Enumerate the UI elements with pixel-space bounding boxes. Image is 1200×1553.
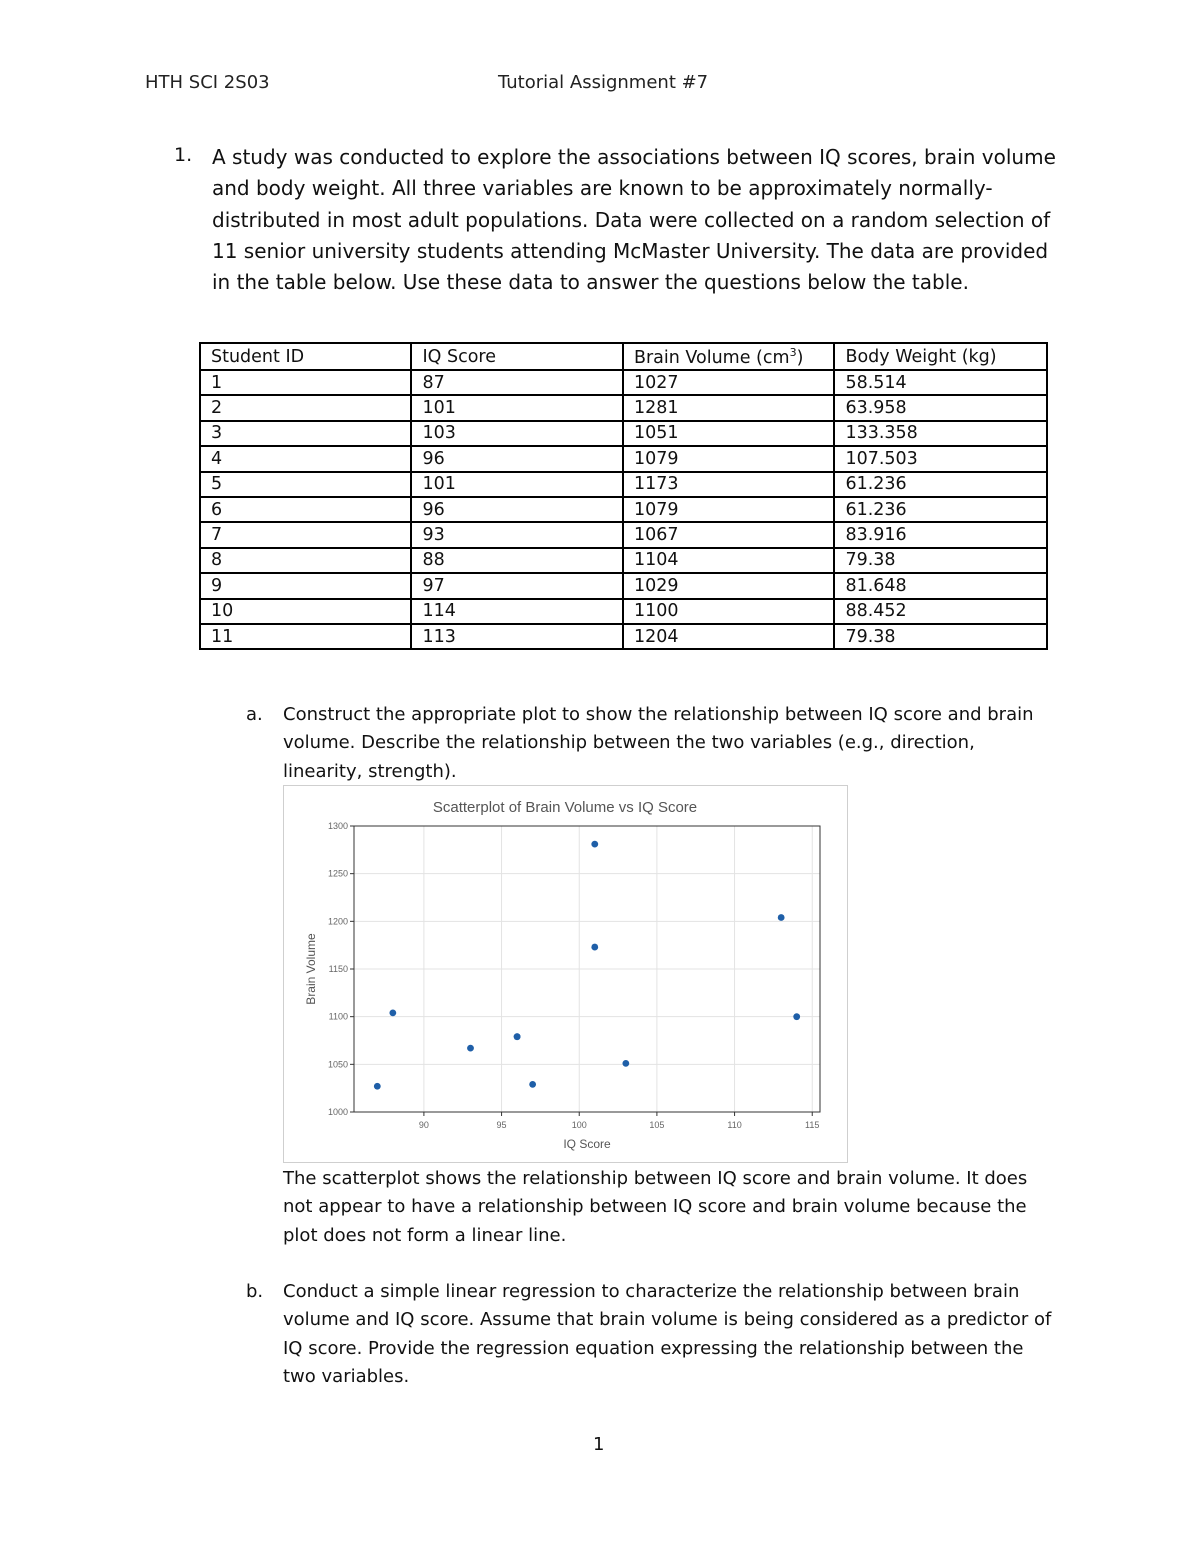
y-tick-label: 1100 (328, 1011, 348, 1022)
table-cell: 81.648 (834, 573, 1047, 598)
table-cell: 63.958 (834, 395, 1047, 420)
y-tick-label: 1300 (327, 821, 348, 831)
data-point (591, 841, 598, 848)
data-point (389, 1009, 396, 1016)
table-cell: 58.514 (834, 370, 1047, 395)
part-b-label: b. (246, 1281, 264, 1302)
scatterplot-svg (284, 786, 847, 1162)
table-row (200, 573, 1047, 598)
data-point (374, 1083, 381, 1090)
table-cell: 97 (411, 573, 622, 598)
table-cell: 107.503 (834, 446, 1047, 471)
table-row (200, 395, 1047, 420)
table-cell: 1204 (623, 624, 834, 649)
table-cell: 133.358 (834, 421, 1047, 446)
table-cell: 11 (200, 624, 411, 649)
header-title: Tutorial Assignment #7 (498, 72, 709, 93)
table-cell: 88 (411, 548, 622, 573)
table-cell: 113 (411, 624, 622, 649)
scatterplot (283, 785, 848, 1163)
col-header-iq-score: IQ Score (411, 343, 622, 370)
table-cell: 2 (200, 395, 411, 420)
table-cell: 79.38 (834, 548, 1047, 573)
table-cell: 1051 (623, 421, 834, 446)
table-cell: 1079 (623, 497, 834, 522)
table-body (200, 370, 1047, 649)
table-row (200, 497, 1047, 522)
table-cell: 1281 (623, 395, 834, 420)
col-header-body-weight: Body Weight (kg) (834, 343, 1047, 370)
table-cell: 93 (411, 522, 622, 547)
brain-volume-label-close: ) (796, 347, 804, 368)
brain-volume-label: Brain Volume (cm (633, 347, 790, 368)
x-tick-label: 105 (649, 1120, 665, 1130)
y-axis-label: Brain Volume (304, 933, 318, 1005)
x-tick-label: 90 (418, 1120, 429, 1130)
table-cell: 114 (411, 599, 622, 624)
table-row (200, 370, 1047, 395)
table-cell: 4 (200, 446, 411, 471)
table-cell: 83.916 (834, 522, 1047, 547)
table-cell: 1027 (623, 370, 834, 395)
x-tick-label: 110 (727, 1120, 742, 1130)
data-table (199, 342, 1048, 650)
table-cell: 1067 (623, 522, 834, 547)
chart-points (374, 841, 800, 1090)
header-course: HTH SCI 2S03 (145, 72, 270, 93)
table-cell: 61.236 (834, 497, 1047, 522)
part-b-text: Conduct a simple linear regression to characterize the relationship between brain volume and IQ score. Assume that brain volume is being considered as a predictor of IQ score. Provide the regression equation expressing the relationship between the two variables. (283, 1281, 1052, 1387)
y-tick-label: 1050 (327, 1059, 348, 1070)
table-cell: 96 (411, 497, 622, 522)
x-tick-label: 115 (805, 1120, 820, 1130)
table-cell: 1 (200, 370, 411, 395)
table-cell: 88.452 (834, 599, 1047, 624)
table-cell: 9 (200, 573, 411, 598)
data-point (467, 1045, 474, 1052)
data-point (622, 1060, 629, 1067)
table-cell: 1104 (623, 548, 834, 573)
x-axis-label: IQ Score (563, 1137, 611, 1151)
chart-grid (354, 826, 820, 1112)
table-cell: 87 (411, 370, 622, 395)
chart-ticks (328, 821, 819, 1130)
table-cell: 1079 (623, 446, 834, 471)
question-1-text: A study was conducted to explore the associations between IQ scores, brain volume and body weight. All three variables are known to be approximately normally-distributed in most adult populations. Data were collected on a random selection of 11 senior university students attending McMaster University. The data are provided in the table below. Use these data to answer the questions below the table. (212, 145, 1056, 295)
table-row (200, 421, 1047, 446)
table-cell: 1100 (623, 599, 834, 624)
table-cell: 1173 (623, 472, 834, 497)
question-1-number: 1. (174, 144, 193, 166)
y-tick-label: 1250 (327, 868, 348, 879)
chart-title: Scatterplot of Brain Volume vs IQ Score (432, 799, 698, 816)
table-row (200, 522, 1047, 547)
table-cell: 79.38 (834, 624, 1047, 649)
x-tick-label: 100 (571, 1120, 587, 1130)
part-a-label: a. (246, 704, 263, 725)
page-number: 1 (593, 1434, 605, 1455)
table-cell: 10 (200, 599, 411, 624)
table-cell: 101 (411, 472, 622, 497)
table-row (200, 446, 1047, 471)
table-cell: 1029 (623, 573, 834, 598)
table-cell: 96 (411, 446, 622, 471)
table-row (200, 472, 1047, 497)
col-header-student-id: Student ID (200, 343, 411, 370)
part-a-text: Construct the appropriate plot to show the relationship between IQ score and brain volume. Describe the relationship between the two variables (e.g., direction, linearity, strength). (283, 704, 1034, 782)
table-cell: 7 (200, 522, 411, 547)
table-cell: 61.236 (834, 472, 1047, 497)
data-point (529, 1081, 536, 1088)
table-cell: 3 (200, 421, 411, 446)
y-tick-label: 1150 (328, 964, 348, 974)
y-tick-label: 1200 (327, 916, 348, 927)
y-tick-label: 1000 (327, 1107, 348, 1117)
table-cell: 8 (200, 548, 411, 573)
data-point (514, 1033, 521, 1040)
table-header-row (200, 343, 1047, 370)
data-point (793, 1013, 800, 1020)
table-cell: 103 (411, 421, 622, 446)
table-cell: 6 (200, 497, 411, 522)
brain-volume-unit-exponent: 3 (789, 345, 797, 359)
part-a-answer: The scatterplot shows the relationship between IQ score and brain volume. It does not appear to have a relationship between IQ score and brain volume because the plot does not form a linear line. (283, 1168, 1028, 1246)
table-row (200, 624, 1047, 649)
table-row (200, 599, 1047, 624)
table-cell: 5 (200, 472, 411, 497)
x-tick-label: 95 (496, 1120, 507, 1130)
data-point (778, 914, 785, 921)
data-point (591, 944, 598, 951)
table-cell: 101 (411, 395, 622, 420)
table-row (200, 548, 1047, 573)
col-header-brain-volume (623, 343, 834, 370)
